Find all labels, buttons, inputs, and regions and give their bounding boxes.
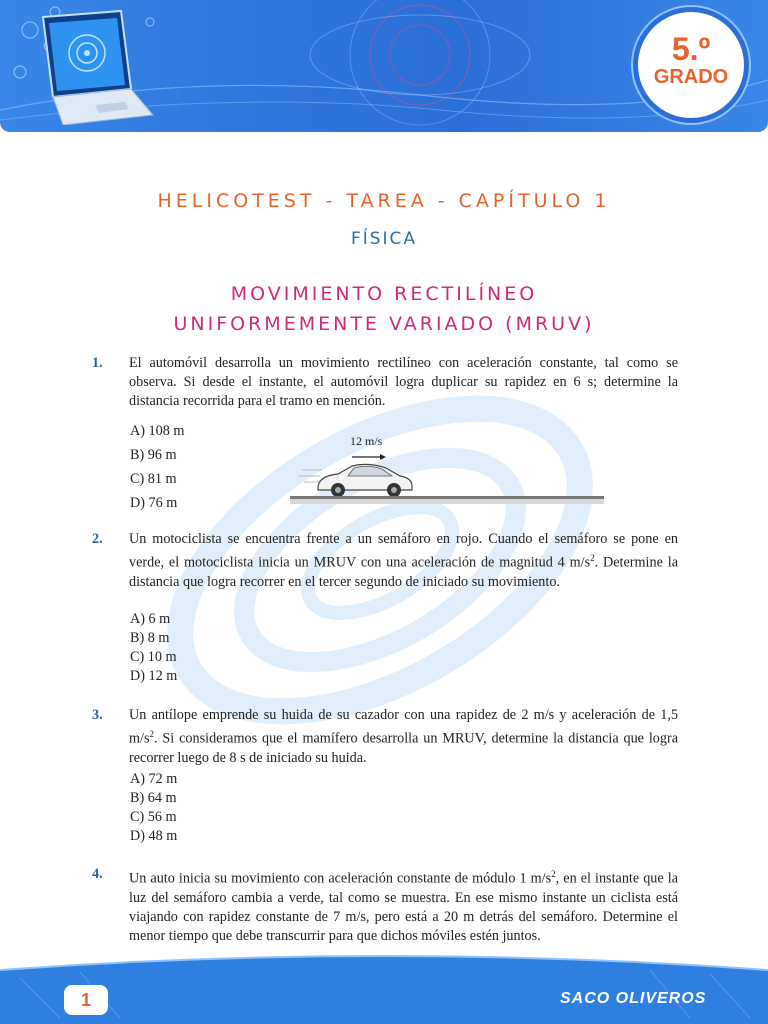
topic-title-line2: UNIFORMEMENTE VARIADO (MRUV): [173, 313, 595, 335]
question-2-options: [130, 610, 177, 686]
question-text: Un auto inicia su movimiento con aceleración constante de módulo 1 $m/s^2$, en el instante que la luz del semáforo cambia a verde, tal como se muestra. En ese mismo instante un ciclista está viajando con rapidez constante de 7 m/s, pero está a 20 m detrás del semáforo. Determine el menor tiempo que debe transcurrir para que dichos móviles estén juntos.: [129, 869, 679, 944]
grade-label: GRADO: [653, 66, 729, 88]
question-text: El automóvil desarrolla un movimiento rectilíneo con aceleración constante, tal como se observa. Si desde el instante, el automóvil logra duplicar su rapidez en 6 s; determine la distancia recorrida para el tramo en mención.: [129, 355, 678, 409]
page-title: HELICOTEST - TAREA - CAPÍTULO 1: [157, 190, 611, 212]
option-c[interactable]: C) 81 m: [130, 471, 177, 487]
question-2: [92, 530, 678, 610]
question-text: Un antílope emprende su huida de su cazador con una rapidez de 2 m/s y aceleración de 1,5 $m/s^2$. Si consideramos que el mamífero desarrolla un MRUV, determine la distancia que logra recorrer luego de 8 s de iniciado su huida.: [129, 707, 678, 766]
question-1-options: [130, 419, 184, 515]
car-figure: [288, 430, 608, 510]
question-number: 2.: [92, 531, 103, 547]
brand-name: SACO OLIVEROS: [560, 990, 707, 1007]
option-d[interactable]: D) 76 m: [130, 495, 178, 511]
option-a[interactable]: A) 72 m: [130, 771, 178, 787]
question-text: Un motociclista se encuentra frente a un semáforo en rojo. Cuando el semáforo se pone en verde, el motociclista inicia un MRUV con una aceleración de magnitud 4 $m/s^2$. Determine la distancia que logra recorrer en el tercer segundo de iniciado su movimiento.: [129, 531, 678, 590]
question-3-options: [130, 770, 177, 846]
option-b[interactable]: B) 96 m: [130, 447, 177, 463]
question-1: [92, 354, 678, 414]
option-c[interactable]: C) 56 m: [130, 809, 177, 825]
topic-title-line1: MOVIMIENTO RECTILÍNEO: [230, 283, 538, 305]
question-number: 4.: [92, 866, 103, 882]
option-a[interactable]: A) 108 m: [130, 423, 185, 439]
header-banner: [0, 0, 768, 132]
option-b[interactable]: B) 64 m: [130, 790, 177, 806]
option-d[interactable]: D) 48 m: [130, 828, 178, 844]
footer-band: [0, 948, 768, 1024]
option-b[interactable]: B) 8 m: [130, 630, 170, 646]
question-3: [92, 706, 678, 766]
grade-badge: [638, 12, 744, 118]
question-number: 1.: [92, 355, 103, 371]
page-number: 1: [64, 985, 108, 1015]
option-a[interactable]: A) 6 m: [130, 611, 171, 627]
laptop-icon: [25, 5, 165, 125]
velocity-label: 12 m/s: [350, 434, 383, 448]
subject-title: FÍSICA: [350, 229, 418, 249]
option-d[interactable]: D) 12 m: [130, 668, 178, 684]
option-c[interactable]: C) 10 m: [130, 649, 177, 665]
grade-number: 5.º: [671, 31, 711, 67]
question-number: 3.: [92, 707, 103, 723]
